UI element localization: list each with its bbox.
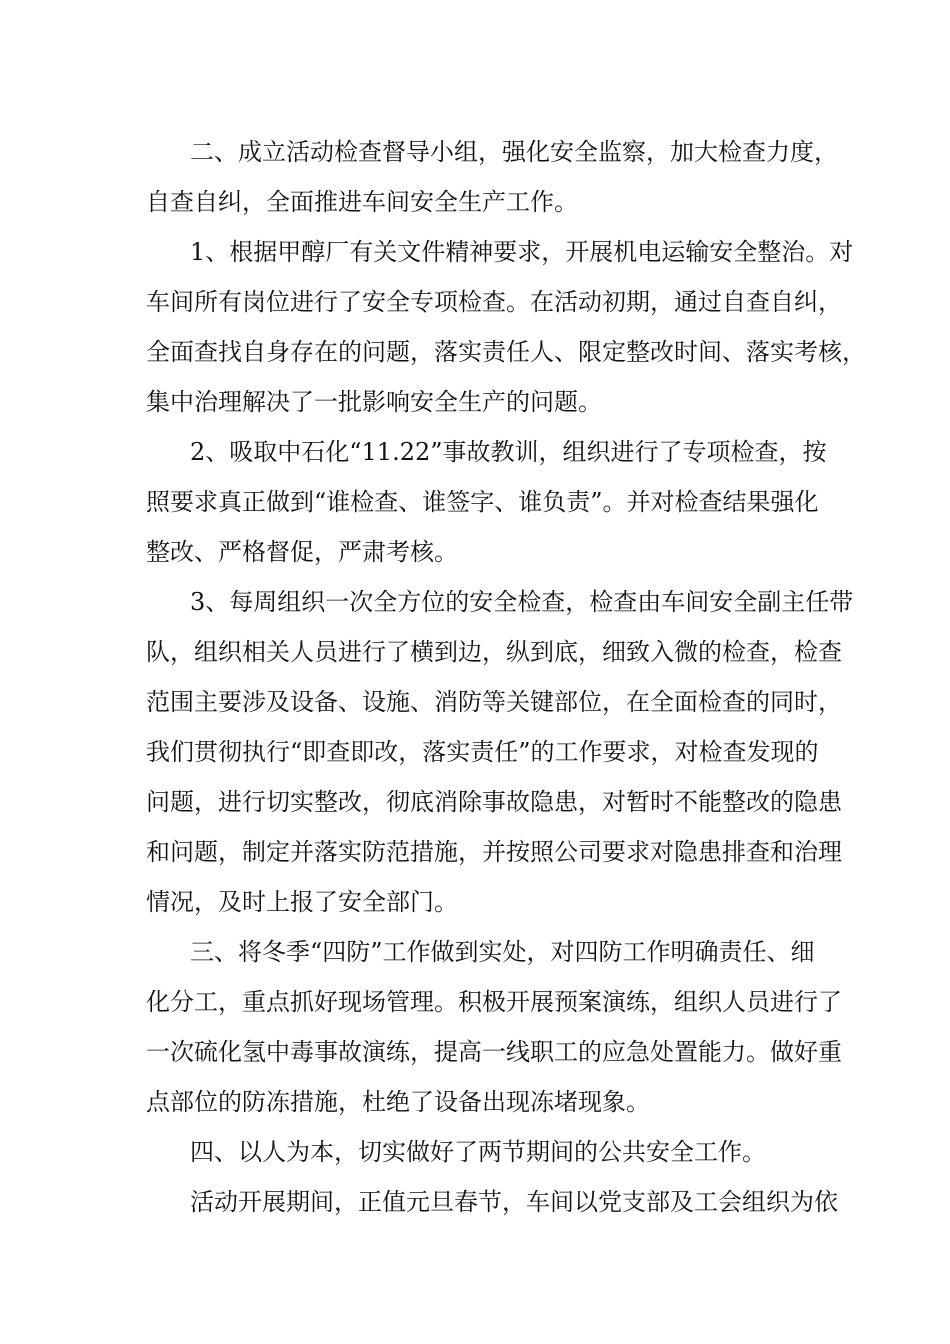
text-line: 点部位的防冻措施，杜绝了设备出现冻堵现象。 [146,1088,650,1116]
text-line: 自查自纠，全面推进车间安全生产工作。 [146,188,578,216]
text-line: 一次硫化氢中毒事故演练，提高一线职工的应急处置能力。做好重 [146,1038,842,1066]
text-line: 车间所有岗位进行了安全专项检查。在活动初期，通过自查自纠， [146,288,842,316]
text-line: 活动开展期间，正值元旦春节，车间以党支部及工会组织为依 [190,1188,838,1216]
text-line: 四、以人为本，切实做好了两节期间的公共安全工作。 [190,1138,766,1166]
text-line: 我们贯彻执行“即查即改，落实责任”的工作要求，对检查发现的 [146,738,819,766]
text-line: 集中治理解决了一批影响安全生产的问题。 [146,388,602,416]
text-line: 和问题，制定并落实防范措施，并按照公司要求对隐患排查和治理 [146,838,842,866]
text-line: 2、吸取中石化“11.22”事故教训，组织进行了专项检查，按 [190,438,827,466]
text-line: 3、每周组织一次全方位的安全检查，检查由车间安全副主任带 [190,588,854,616]
text-line: 三、将冬季“四防”工作做到实处，对四防工作明确责任、细 [190,938,815,966]
text-line: 范围主要涉及设备、设施、消防等关键部位，在全面检查的同时， [146,688,842,716]
text-line: 队，组织相关人员进行了横到边，纵到底，细致入微的检查，检查 [146,638,842,666]
text-line: 照要求真正做到“谁检查、谁签字、谁负责”。并对检查结果强化 [146,488,819,516]
text-line: 二、成立活动检查督导小组，强化安全监察，加大检查力度， [190,138,838,166]
text-line: 全面查找自身存在的问题，落实责任人、限定整改时间、落实考核， [146,338,866,366]
text-line: 问题，进行切实整改，彻底消除事故隐患，对暂时不能整改的隐患 [146,788,842,816]
text-line: 1、根据甲醇厂有关文件精神要求，开展机电运输安全整治。对 [190,238,854,266]
text-line: 整改、严格督促，严肃考核。 [146,538,458,566]
text-line: 情况，及时上报了安全部门。 [146,888,458,916]
text-line: 化分工，重点抓好现场管理。积极开展预案演练，组织人员进行了 [146,988,842,1016]
